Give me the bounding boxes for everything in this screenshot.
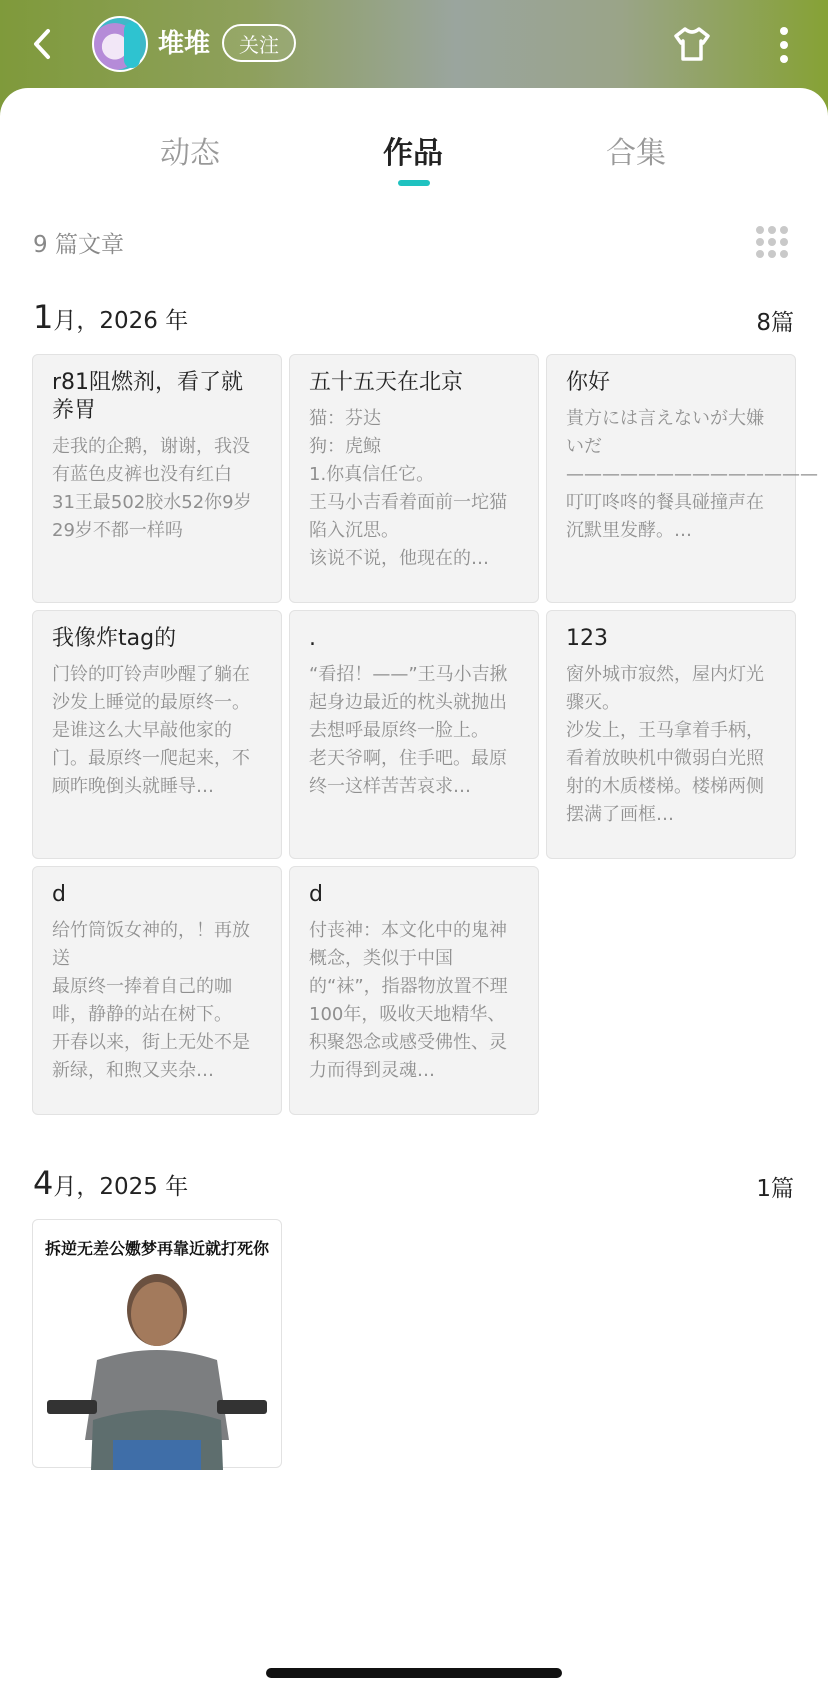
- section-count-jan-2026: 8篇: [756, 310, 794, 336]
- article-card[interactable]: [32, 610, 282, 859]
- top-bar: [0, 0, 828, 92]
- card-excerpt: 貴方には言えないが大嫌いだ —————————————— 叮叮咚咚的餐具碰撞声在沉默里发酵。…: [566, 408, 818, 541]
- grid-view-button[interactable]: [752, 222, 792, 262]
- grid-icon-dot: [756, 226, 764, 234]
- article-card[interactable]: [289, 866, 539, 1115]
- tab-works[interactable]: 作品: [383, 136, 443, 171]
- username[interactable]: 堆堆: [158, 29, 211, 59]
- card-title: 五十五天在北京: [309, 370, 464, 395]
- card-excerpt: 窗外城市寂然，屋内灯光骤灭。 沙发上，王马拿着手柄，看着放映机中微弱白光照射的木质楼梯。楼梯两侧摆满了画框…: [566, 664, 764, 825]
- image-post-card[interactable]: [32, 1219, 282, 1468]
- card-excerpt: 走我的企鹅，谢谢，我没有蓝色皮裤也没有红白 31王最502胶水52你9岁29岁不都一样吗: [52, 436, 252, 541]
- section-count-apr-2025: 1篇: [756, 1176, 794, 1202]
- outfit-button[interactable]: [668, 20, 716, 68]
- card-title: d: [52, 882, 66, 907]
- card-title: r81阻燃剂，看了就养胃: [52, 370, 244, 423]
- card-title: .: [309, 626, 316, 651]
- card-title: d: [309, 882, 323, 907]
- section-date-apr-2025: 4月，2025 年: [33, 1164, 189, 1202]
- image-caption: 拆逆无差公嫐梦再靠近就打死你: [44, 1239, 269, 1258]
- card-excerpt: 给竹筒饭女神的，！再放送 最原终一捧着自己的咖啡，静静的站在树下。 开春以来，街上无处不是新绿，和煦又夹杂…: [52, 920, 250, 1081]
- card-excerpt: “看招！——”王马小吉揪起身边最近的枕头就抛出去想呼最原终一脸上。 老天爷啊，住手吧。最原终一这样苦苦哀求…: [309, 664, 508, 797]
- avatar[interactable]: [92, 16, 148, 72]
- article-card[interactable]: [32, 354, 282, 603]
- back-arrow-icon: [31, 27, 53, 61]
- article-card[interactable]: [32, 866, 282, 1115]
- shirt-icon: [672, 26, 712, 62]
- section-date-jan-2026: 1月，2026 年: [33, 298, 189, 336]
- article-card[interactable]: [546, 354, 818, 603]
- meme-figure-image: [33, 1250, 281, 1470]
- article-count: 9 篇文章: [33, 232, 124, 258]
- home-indicator: [266, 1668, 562, 1678]
- article-card[interactable]: [289, 610, 539, 859]
- card-excerpt: 付丧神：本文化中的鬼神概念，类似于中国的“袜”，指器物放置不理100年，吸收天地精华、积聚怨念或感受佛性、灵力而得到灵魂…: [309, 920, 508, 1081]
- tab-collections[interactable]: 合集: [606, 136, 666, 171]
- card-excerpt: 门铃的叮铃声吵醒了躺在沙发上睡觉的最原终一。 是谁这么大早敲他家的门。最原终一爬起来，不顾昨晚倒头就睡导…: [52, 664, 250, 797]
- article-card[interactable]: [546, 610, 796, 859]
- tab-dynamic[interactable]: 动态: [160, 136, 220, 171]
- active-tab-indicator: [398, 180, 430, 186]
- back-button[interactable]: [22, 20, 62, 68]
- card-title: 你好: [566, 370, 611, 395]
- article-card[interactable]: [289, 354, 539, 603]
- card-excerpt: 猫：芬达 狗：虎鲸 1.你真信任它。 王马小吉看着面前一坨猫陷入沉思。 该说不说，他现在的…: [309, 408, 507, 569]
- card-title: 123: [566, 626, 608, 651]
- card-title: 我像炸tag的: [52, 626, 177, 651]
- more-vertical-icon: [779, 27, 789, 63]
- follow-button[interactable]: 关注: [222, 24, 296, 62]
- more-button[interactable]: [766, 20, 802, 70]
